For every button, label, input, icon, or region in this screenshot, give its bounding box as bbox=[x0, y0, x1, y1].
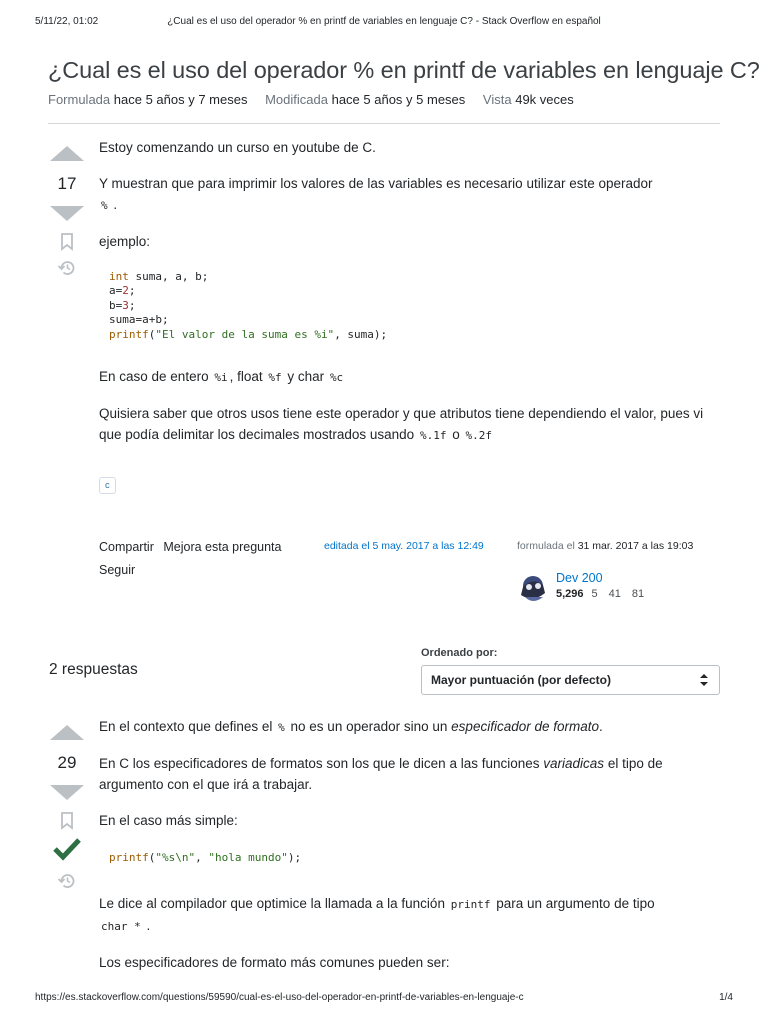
answer-emphasis: especificador de formato bbox=[451, 719, 599, 734]
user-card bbox=[517, 571, 717, 605]
question-paragraph bbox=[99, 403, 719, 446]
follow-link[interactable]: Seguir bbox=[99, 563, 136, 577]
code-token: ( bbox=[148, 327, 156, 341]
code-token: int bbox=[109, 270, 129, 283]
inline-code: printf bbox=[450, 898, 491, 912]
sort-selected-value: Mayor puntuación (por defecto) bbox=[431, 673, 611, 687]
user-reputation bbox=[556, 588, 655, 600]
code-token: , bbox=[195, 851, 209, 864]
code-token: b= bbox=[109, 298, 123, 312]
print-header bbox=[35, 16, 733, 32]
print-datetime: 5/11/22, 01:02 bbox=[35, 16, 99, 27]
answer-paragraph: En el caso más simple: bbox=[99, 813, 238, 828]
upvote-icon[interactable] bbox=[50, 146, 84, 161]
print-footer bbox=[35, 992, 733, 1006]
meta-modified-value: hace 5 años y 5 meses bbox=[331, 92, 466, 107]
meta-viewed-value: 49k veces bbox=[515, 92, 574, 107]
code-token: "%s\n" bbox=[155, 851, 196, 864]
meta-modified bbox=[265, 92, 465, 107]
answer-text: . bbox=[146, 918, 151, 934]
sort-label: Ordenado por: bbox=[421, 647, 498, 659]
bronze-badge-count: 81 bbox=[631, 588, 645, 600]
answer-text: para un argumento de tipo bbox=[496, 896, 655, 912]
meta-modified-label: Modificada bbox=[265, 92, 328, 107]
gold-badge-count: 5 bbox=[591, 588, 598, 600]
share-link[interactable]: Compartir bbox=[99, 540, 154, 554]
question-text: Quisiera saber que otros usos tiene este operador y que atributos tiene dependiendo el valor, pues vi que podía delimitar los decimales mostrados usando bbox=[99, 406, 704, 443]
answer-text: Le dice al compilador que optimice la llamada a la función bbox=[99, 896, 445, 912]
question-paragraph bbox=[99, 366, 719, 388]
answer-text: . bbox=[599, 719, 603, 734]
code-token: 3 bbox=[122, 298, 129, 312]
answers-count-heading: 2 respuestas bbox=[49, 661, 138, 678]
answer-paragraph bbox=[99, 893, 719, 937]
history-icon[interactable] bbox=[57, 872, 77, 890]
code-token: printf bbox=[109, 327, 149, 341]
downvote-icon[interactable] bbox=[50, 206, 84, 221]
owner-asked-value: 31 mar. 2017 a las 19:03 bbox=[577, 540, 694, 552]
code-token: ); bbox=[287, 851, 302, 864]
avatar[interactable] bbox=[517, 573, 549, 605]
answer-score: 29 bbox=[57, 753, 77, 772]
print-url: https://es.stackoverflow.com/questions/59590/cual-es-el-uso-del-operador-en-printf-de-variables-en-lenguaje-c bbox=[35, 992, 524, 1003]
answer-paragraph: Los especificadores de formato más comunes pueden ser: bbox=[99, 955, 450, 971]
answer-paragraph bbox=[99, 753, 719, 795]
print-page-title: ¿Cual es el uso del operador % en printf de variables en lenguaje C? - Stack Overflow en español bbox=[167, 16, 601, 27]
code-token: ( bbox=[148, 851, 156, 864]
answer-text: En el contexto que defines el bbox=[99, 719, 273, 734]
title-divider bbox=[48, 123, 720, 124]
silver-badge-count: 41 bbox=[608, 588, 621, 600]
owner-asked-label: formulada el bbox=[517, 540, 575, 552]
meta-viewed-label: Vista bbox=[482, 92, 512, 107]
question-text: o bbox=[452, 427, 460, 443]
print-page-number: 1/4 bbox=[719, 992, 733, 1003]
bookmark-icon[interactable] bbox=[60, 233, 74, 251]
question-text: , float bbox=[229, 369, 263, 385]
question-text: . bbox=[113, 197, 118, 212]
post-menu bbox=[99, 536, 288, 582]
inline-code: % bbox=[278, 721, 285, 734]
answer-vote-cell bbox=[48, 725, 86, 890]
tag-c[interactable]: c bbox=[99, 477, 116, 494]
question-vote-cell bbox=[48, 146, 86, 277]
question-text: y char bbox=[287, 369, 325, 385]
meta-viewed bbox=[483, 92, 574, 107]
question-title[interactable]: ¿Cual es el uso del operador % en printf de variables en lenguaje C? bbox=[48, 57, 760, 83]
meta-asked-value: hace 5 años y 7 meses bbox=[113, 92, 248, 107]
code-block bbox=[99, 851, 719, 865]
question-paragraph: ejemplo: bbox=[99, 234, 151, 249]
meta-asked-label: Formulada bbox=[48, 92, 111, 107]
edited-link[interactable]: editada el 5 may. 2017 a las 12:49 bbox=[324, 540, 484, 552]
question-text: En caso de entero bbox=[99, 369, 209, 385]
answer-text: En C los especificadores de formatos son los que le dicen a las funciones bbox=[99, 756, 540, 771]
answer-text: el tipo de argumento con el que irá a trabajar. bbox=[99, 756, 663, 792]
code-token: a= bbox=[109, 284, 123, 298]
upvote-icon[interactable] bbox=[50, 725, 84, 740]
code-token: "hola mundo" bbox=[208, 851, 288, 864]
code-token: "El valor de la suma es %i" bbox=[155, 327, 335, 341]
code-token: 2 bbox=[122, 284, 129, 298]
inline-code: %i bbox=[214, 371, 228, 385]
code-token: , suma); bbox=[334, 327, 388, 341]
inline-code: %.2f bbox=[465, 429, 492, 443]
history-icon[interactable] bbox=[57, 259, 77, 277]
code-token: suma=a+b; bbox=[109, 313, 169, 327]
bookmark-icon[interactable] bbox=[60, 812, 74, 830]
improve-question-link[interactable]: Mejora esta pregunta bbox=[163, 540, 282, 554]
inline-code: %f bbox=[268, 371, 282, 385]
inline-code: char * bbox=[101, 920, 141, 934]
answer-emphasis: variadicas bbox=[543, 756, 605, 771]
code-token: ; bbox=[128, 298, 136, 312]
code-token: printf bbox=[109, 851, 149, 864]
downvote-icon[interactable] bbox=[50, 785, 84, 800]
sort-chevron-icon bbox=[699, 673, 709, 687]
owner-signature bbox=[517, 539, 702, 553]
inline-code: %.1f bbox=[419, 429, 447, 443]
question-text: Y muestran que para imprimir los valores de las variables es necesario utilizar este operador bbox=[99, 176, 653, 191]
question-body bbox=[99, 137, 719, 446]
question-meta bbox=[48, 92, 588, 107]
accepted-check-icon bbox=[53, 837, 81, 861]
meta-asked bbox=[48, 92, 247, 107]
code-token: suma, a, b; bbox=[128, 270, 209, 283]
code-block bbox=[99, 270, 719, 342]
answer-body bbox=[99, 716, 719, 973]
inline-code: % bbox=[101, 199, 108, 212]
answer-text: no es un operador sino un bbox=[290, 719, 448, 734]
question-paragraph bbox=[99, 173, 719, 216]
answer-paragraph bbox=[99, 716, 719, 738]
inline-code: %c bbox=[329, 371, 344, 385]
sort-select[interactable] bbox=[421, 665, 720, 695]
reputation-score: 5,296 bbox=[556, 588, 584, 600]
question-score: 17 bbox=[57, 174, 77, 193]
user-name-link[interactable]: Dev 200 bbox=[556, 571, 603, 585]
question-paragraph: Estoy comenzando un curso en youtube de C. bbox=[99, 140, 376, 155]
code-token: ; bbox=[128, 284, 136, 298]
